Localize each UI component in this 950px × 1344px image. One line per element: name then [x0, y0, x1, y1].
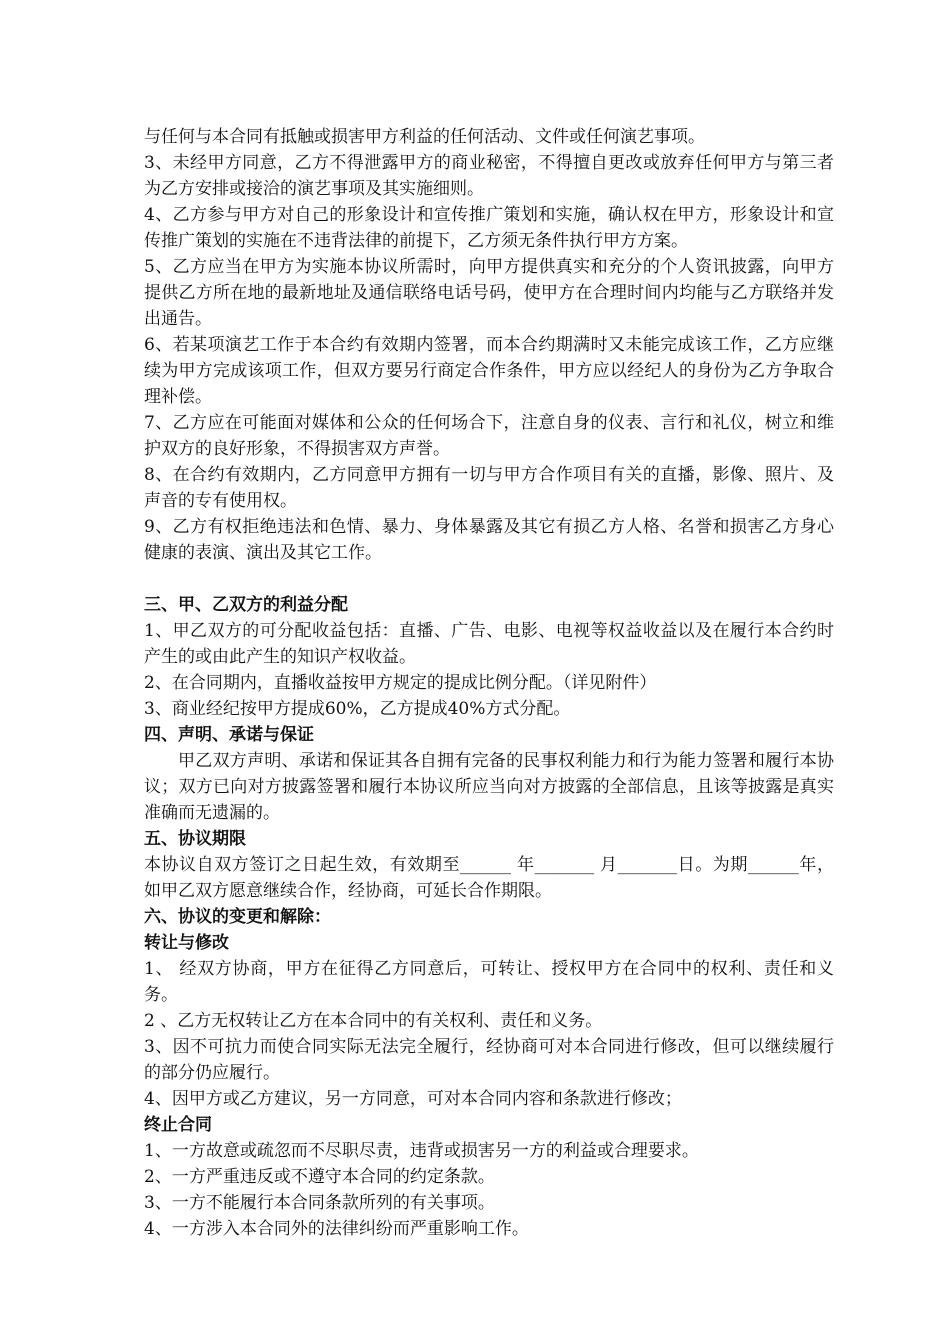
clause-item: 4、因甲方或乙方建议，另一方同意，可对本合同内容和条款进行修改； — [144, 1089, 682, 1109]
clause-item: 3、一方不能履行本合同条款所列的有关事项。 — [144, 1193, 495, 1213]
clause-item: 2 、乙方无权转让乙方在本合同中的有关权利、责任和义务。 — [144, 1011, 603, 1031]
clause-item: 1、一方故意或疏忽而不尽职尽责，违背或损害另一方的利益或合理要求。 — [144, 1141, 699, 1161]
section-body: 本协议自双方签订之日起生效，有效期至______ 年_______ 月_______日。为期______年，如甲乙双方愿意继续合作，经协商，可延长合作期限。 — [144, 855, 834, 901]
subsection-heading: 转让与修改 — [144, 933, 229, 953]
document-page — [144, 124, 834, 1242]
clause-item: 5、乙方应当在甲方为实施本协议所需时，向甲方提供真实和充分的个人资讯披露，向甲方提供乙方所在地的最新地址及通信联络电话号码，使甲方在合理时间内均能与乙方联络并发出通告。 — [144, 257, 834, 329]
section-spacer — [144, 566, 834, 592]
clause-item: 3、因不可抗力而使合同实际无法完全履行，经协商可对本合同进行修改，但可以继续履行的部分仍应履行。 — [144, 1037, 834, 1083]
clause-item: 4、乙方参与甲方对自己的形象设计和宣传推广策划和实施，确认权在甲方，形象设计和宣传推广策划的实施在不违背法律的前提下，乙方须无条件执行甲方方案。 — [144, 205, 834, 251]
section-heading: 三、甲、乙双方的利益分配 — [144, 595, 348, 615]
section-heading: 四、声明、承诺与保证 — [144, 725, 314, 745]
section-heading: 六、协议的变更和解除： — [144, 907, 331, 927]
clause-item: 6、若某项演艺工作于本合约有效期内签署，而本合约期满时又未能完成该工作，乙方应继续为甲方完成该项工作，但双方要另行商定合作条件，甲方应以经纪人的身份为乙方争取合理补偿。 — [144, 335, 834, 407]
clause-item: 8、在合约有效期内，乙方同意甲方拥有一切与甲方合作项目有关的直播，影像、照片、及声音的专有使用权。 — [144, 465, 834, 511]
clause-item: 3、未经甲方同意，乙方不得泄露甲方的商业秘密，不得擅自更改或放弃任何甲方与第三者为乙方安排或接洽的演艺事项及其实施细则。 — [144, 153, 834, 199]
clause-item: 3、商业经纪按甲方提成60%，乙方提成40%方式分配。 — [144, 699, 571, 719]
clause-item: 9、乙方有权拒绝违法和色情、暴力、身体暴露及其它有损乙方人格、名誉和损害乙方身心健康的表演、演出及其它工作。 — [144, 517, 834, 563]
clause-item: 2、在合同期内，直播收益按甲方规定的提成比例分配。（详见附件） — [144, 673, 657, 693]
section-heading: 五、协议期限 — [144, 829, 246, 849]
continuation-line: 与任何与本合同有抵触或损害甲方利益的任何活动、文件或任何演艺事项。 — [144, 127, 705, 147]
section-body: 甲乙双方声明、承诺和保证其各自拥有完备的民事权利能力和行为能力签署和履行本协议；双方已向对方披露签署和履行本协议所应当向对方披露的全部信息，且该等披露是真实准确而无遗漏的。 — [144, 751, 834, 823]
clause-item: 1、甲乙双方的可分配收益包括：直播、广告、电影、电视等权益收益以及在履行本合约时产生的或由此产生的知识产权收益。 — [144, 621, 834, 667]
clause-item: 7、乙方应在可能面对媒体和公众的任何场合下，注意自身的仪表、言行和礼仪，树立和维护双方的良好形象，不得损害双方声誉。 — [144, 413, 834, 459]
clause-item: 1、 经双方协商，甲方在征得乙方同意后，可转让、授权甲方在合同中的权利、责任和义务。 — [144, 959, 834, 1005]
clause-item: 4、一方涉入本合同外的法律纠纷而严重影响工作。 — [144, 1219, 529, 1239]
subsection-heading: 终止合同 — [144, 1115, 212, 1135]
clause-item: 2、一方严重违反或不遵守本合同的约定条款。 — [144, 1167, 495, 1187]
